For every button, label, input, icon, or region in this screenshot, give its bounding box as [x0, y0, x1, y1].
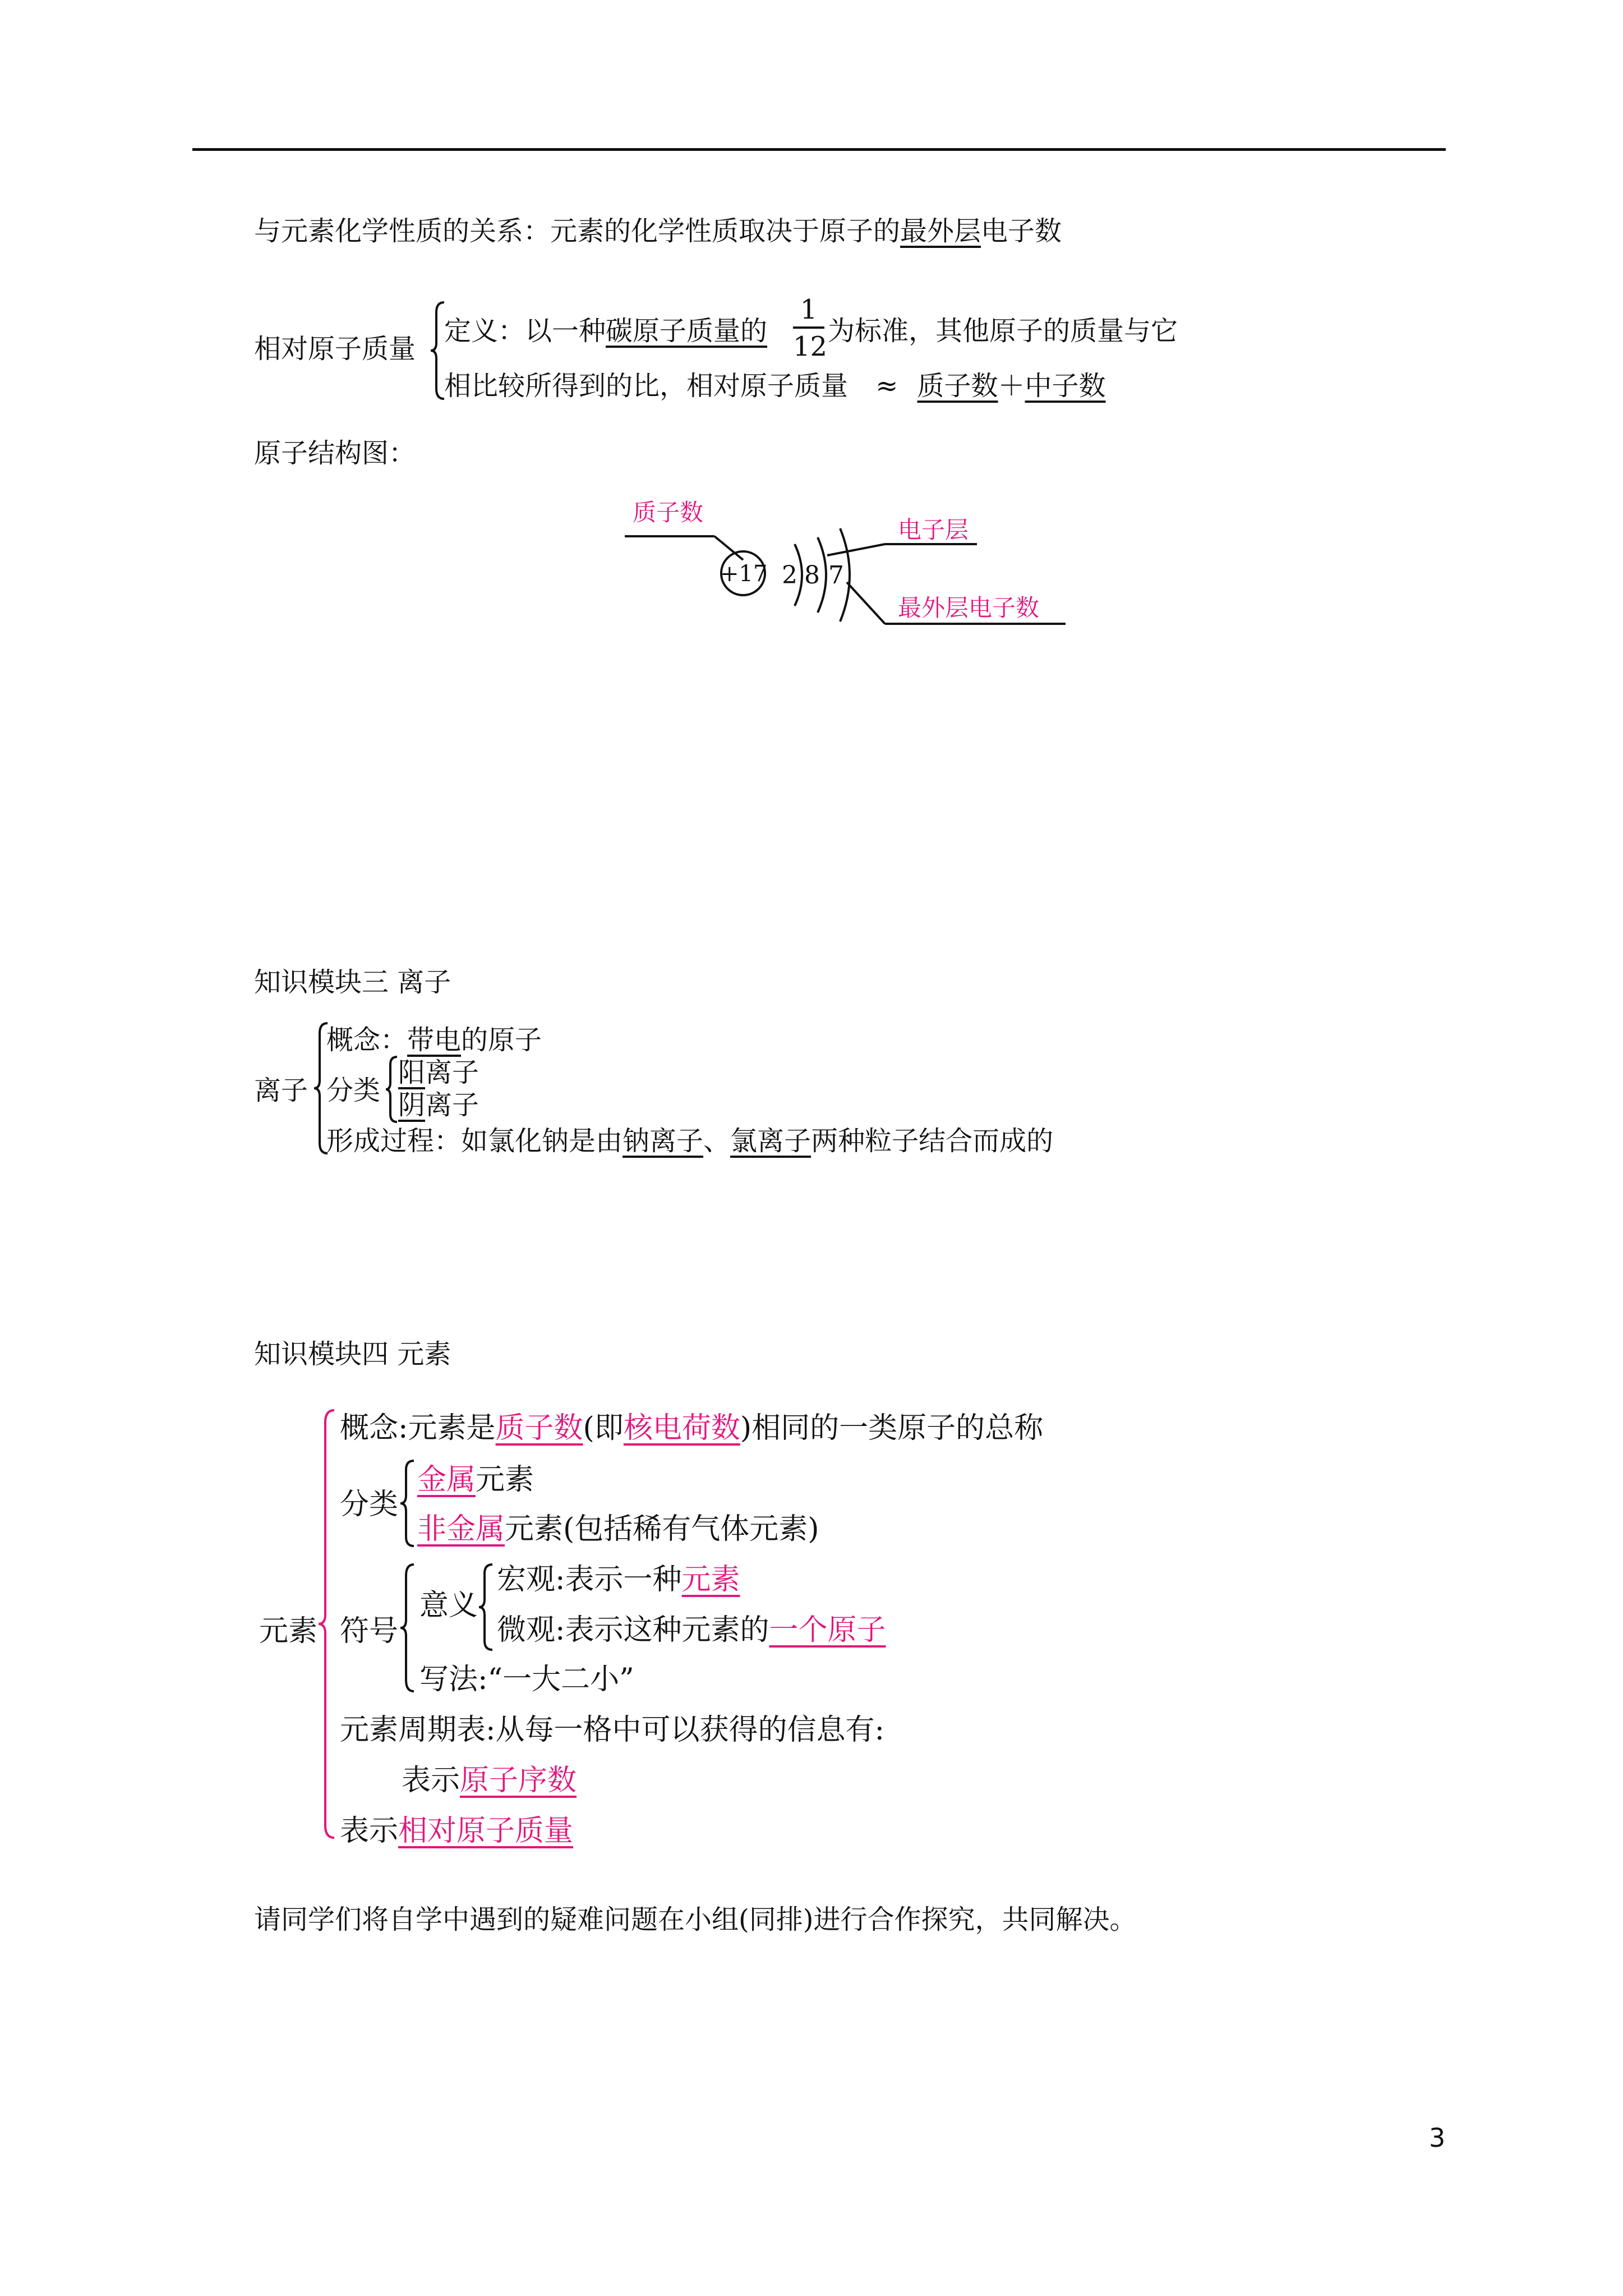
ion-class-label: 分类	[326, 1075, 381, 1106]
micro-answer: 一个原子	[769, 1613, 886, 1647]
fraction-denominator: 12	[793, 331, 828, 362]
micro-prefix: 微观:表示这种元素的	[497, 1613, 769, 1647]
element-concept-mid: (即	[583, 1411, 624, 1445]
element-symbol-brace	[399, 1562, 416, 1694]
structure-title: 原子结构图：	[254, 438, 416, 469]
element-class-brace	[399, 1458, 416, 1548]
chem-relation-suffix: 电子数	[981, 215, 1062, 247]
fraction-numerator: 1	[800, 294, 818, 325]
nonmetal-item	[417, 1512, 819, 1546]
element-concept-suffix: )相同的一类原子的总称	[740, 1411, 1044, 1445]
relative-mass-line2	[444, 370, 1106, 402]
element-concept	[340, 1411, 1044, 1445]
element-root-label: 元素	[259, 1614, 318, 1648]
cation-suffix: 离子	[425, 1057, 479, 1088]
cooperation-instruction: 请同学们将自学中遇到的疑难问题在小组(同排)进行合作探究，共同解决。	[254, 1904, 1137, 1935]
metal-answer: 金属	[417, 1463, 476, 1497]
periodic-table-line: 元素周期表:从每一格中可以获得的信息有:	[340, 1713, 885, 1747]
show-prefix-a: 表示	[402, 1764, 460, 1797]
ion-root-label: 离子	[254, 1075, 308, 1106]
cation-item	[398, 1059, 479, 1086]
page-number: 3	[1429, 2123, 1446, 2153]
label-outer-electrons: 最外层电子数	[898, 594, 1040, 622]
definition-prefix: 定义：以一种	[444, 315, 606, 347]
nucleus-charge: +17	[720, 561, 768, 587]
meaning-brace	[478, 1562, 495, 1652]
mass-answer-neutron: 中子数	[1025, 370, 1106, 402]
show-answer-b: 相对原子质量	[398, 1814, 574, 1848]
fraction	[793, 294, 828, 362]
chem-relation-prefix: 与元素化学性质的关系：元素的化学性质取决于原子的	[254, 215, 901, 247]
ion-concept-answer: 带电	[407, 1024, 462, 1056]
macro-meaning	[497, 1565, 740, 1594]
show-relative-mass	[340, 1816, 573, 1846]
anion-answer: 阴	[398, 1089, 426, 1121]
ion-concept-prefix: 概念：	[326, 1024, 408, 1056]
element-concept-prefix: 概念:元素是	[340, 1411, 496, 1445]
chem-relation-line	[254, 215, 1062, 247]
symbol-writing: 写法:“一大二小”	[419, 1663, 634, 1696]
element-class-label: 分类	[340, 1488, 399, 1521]
micro-meaning	[497, 1613, 886, 1647]
formation-answer-b: 氯离子	[730, 1125, 811, 1157]
definition-answer: 碳原子质量的	[606, 315, 768, 347]
ion-concept	[326, 1024, 542, 1056]
mass-answer-proton: 质子数	[917, 370, 998, 402]
metal-suffix: 元素	[476, 1463, 534, 1497]
relative-mass-label: 相对原子质量	[254, 333, 416, 365]
label-proton-number: 质子数	[633, 499, 704, 526]
electron-count-2: 8	[804, 561, 820, 590]
show-atomic-number	[402, 1766, 577, 1795]
module3-title: 知识模块三 离子	[254, 967, 451, 998]
outer-pointer-line	[847, 582, 885, 624]
element-symbol-label: 符号	[340, 1614, 399, 1648]
ion-class-brace	[385, 1055, 399, 1124]
electron-count-1: 2	[782, 561, 797, 590]
anion-item	[398, 1089, 479, 1121]
definition-suffix: 为标准，其他原子的质量与它	[828, 315, 1178, 347]
element-concept-answer-a: 质子数	[495, 1411, 583, 1445]
macro-answer: 元素	[681, 1563, 740, 1596]
formation-suffix: 两种粒子结合而成的	[811, 1125, 1054, 1157]
formation-answer-a: 钠离子	[623, 1125, 704, 1157]
fraction-bar	[793, 326, 824, 329]
show-prefix-b: 表示	[340, 1814, 399, 1848]
nonmetal-answer: 非金属	[417, 1512, 505, 1546]
electron-count-3: 7	[828, 561, 844, 590]
nonmetal-suffix: 元素(包括稀有气体元素)	[505, 1512, 819, 1546]
line2-prefix: 相比较所得到的比，相对原子质量	[444, 370, 857, 402]
approx-symbol: ≈	[875, 370, 898, 402]
element-concept-answer-b: 核电荷数	[623, 1411, 740, 1445]
module4-title: 知识模块四 元素	[254, 1338, 451, 1370]
show-answer-a: 原子序数	[460, 1764, 577, 1797]
meaning-label: 意义	[419, 1589, 478, 1622]
relative-mass-definition	[444, 315, 768, 347]
formation-prefix: 形成过程：如氯化钠是由	[326, 1125, 623, 1157]
label-electron-shell: 电子层	[898, 516, 969, 544]
anion-suffix: 离子	[425, 1089, 479, 1121]
element-brace	[317, 1408, 336, 1840]
shell-pointer-line	[827, 544, 885, 555]
metal-item	[417, 1463, 534, 1497]
ion-formation	[326, 1125, 1054, 1157]
formation-separator: 、	[703, 1125, 731, 1157]
plus-symbol: ＋	[998, 370, 1025, 402]
chem-relation-answer: 最外层	[900, 215, 981, 247]
ion-concept-suffix: 的原子	[461, 1024, 542, 1056]
header-rule	[192, 148, 1446, 151]
macro-prefix: 宏观:表示一种	[497, 1563, 682, 1596]
cation-answer: 阳	[398, 1057, 426, 1088]
